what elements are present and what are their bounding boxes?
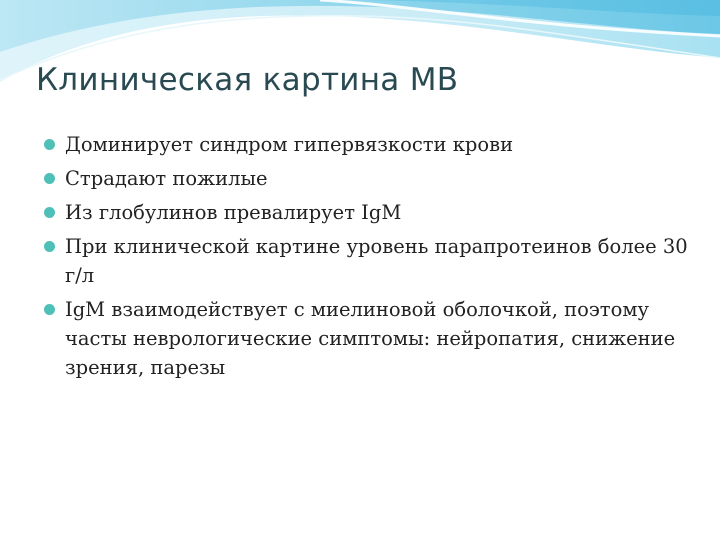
bullet-dot-icon (44, 173, 55, 184)
bullet-text: Из глобулинов превалирует IgM (65, 201, 402, 224)
bullet-dot-icon (44, 207, 55, 218)
bullet-dot-icon (44, 304, 55, 315)
bullet-item (44, 130, 694, 159)
bullet-item (44, 164, 694, 193)
bullet-dot-icon (44, 139, 55, 150)
bullet-text: IgM взаимодействует с миелиновой оболочкой, поэтому часты неврологические симптомы: нейропатия, снижение зрения, парезы (65, 298, 676, 379)
bullet-item (44, 198, 694, 227)
bullet-dot-icon (44, 241, 55, 252)
bullet-text: Доминирует синдром гипервязкости крови (65, 133, 514, 156)
bullet-list (44, 130, 694, 387)
bullet-text: При клинической картине уровень парапротеинов более 30 г/л (65, 235, 688, 287)
bullet-text: Страдают пожилые (65, 167, 268, 190)
slide-title: Клиническая картина МВ (36, 62, 459, 98)
bullet-item (44, 232, 694, 290)
bullet-item (44, 295, 694, 382)
